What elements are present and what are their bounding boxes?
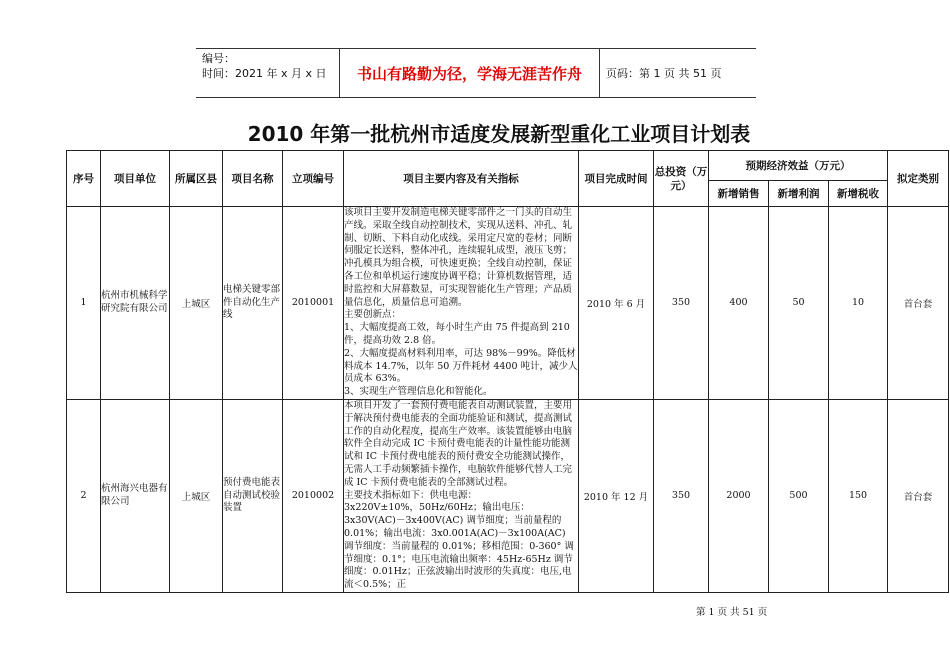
- row-tax: 150: [829, 399, 888, 592]
- header-finish: 项目完成时间: [579, 151, 654, 207]
- header-meta: [202, 51, 342, 81]
- row-category: 首台套: [888, 399, 949, 592]
- row-name: 预付费电能表自动测试校验装置: [223, 399, 283, 592]
- row-finish: 2010 年 12 月: [579, 399, 654, 592]
- header-code: 立项编号: [283, 151, 344, 207]
- row-district: 上城区: [170, 399, 223, 592]
- header-benefit: 预期经济效益（万元）: [709, 151, 888, 181]
- header-unit: 项目单位: [101, 151, 170, 207]
- header-seq: 序号: [67, 151, 101, 207]
- header-name: 项目名称: [223, 151, 283, 207]
- header-motto: 书山有路勤为径，学海无涯苦作舟: [339, 49, 600, 97]
- row-invest: 350: [654, 207, 709, 400]
- header-tax: 新增税收: [829, 181, 888, 207]
- row-district: 上城区: [170, 207, 223, 400]
- row-category: 首台套: [888, 207, 949, 400]
- row-content: [344, 399, 579, 592]
- header-profit: 新增利润: [769, 181, 829, 207]
- row-content-text: 该项目主要开发制造电梯关键零部件之一门头的自动生产线。采取全线自动控制技术，实现从送料、冲孔、轧制、切断、下料自动化成线。采用定尺宽的卷材；同断伺服定长送料，整体冲孔，连续辊轧成型，液压飞剪；冲孔模具为组合模，可快速更换；全线自动控制，保证各工位和单机运行速度协调平稳；计算机数据管理，适时监控和大屏幕数显，可实现智能化生产管理；产品质量信息化，质量信息可追溯。 主要创新点： 1、大幅度提高工效，每小时生产由 75 件提高到 210 件，提高功效 2.8 倍。 2、大幅度提高材料利用率，可达 98%－99%。降低材料成本 14.7%，以年 50 万件耗材 4400 吨计，减少人员成本 63%。 3、实现生产管理信息化和智能化。: [344, 207, 578, 398]
- header-sales: 新增销售: [709, 181, 769, 207]
- row-code: 2010002: [283, 399, 344, 592]
- table-row: [67, 207, 949, 400]
- row-sales: 2000: [709, 399, 769, 592]
- row-tax: 10: [829, 207, 888, 400]
- row-content-text: 本项目开发了一套预付费电能表自动测试装置，主要用于解决预付费电能表的全面功能验证和测试，提高测试工作的自动化程度，提高生产效率。该装置能够由电脑软件全自动完成 IC 卡预付费电能表的计量性能功能测试和 IC 卡预付费电能表的预付费安全功能测试操作，无需人工手动频繁插卡操作，电脑软件能够代替人工完成 IC 卡预付费电能表的全部测试过程。 主要技术指标如下：供电电源： 3x220V±10%，50Hz/60Hz；输出电压：3x30V(AC)－3x400V(AC) 调节细度；当前量程的 0.01%；输出电流：3x0.001A(AC)－3x100A(AC) 调节细度：当前量程的 0.01%；移相范围：0-360° 调节细度：0.1°；电压电流输出频率：45Hz-65Hz 调节细度：0.01Hz；正弦波输出时波形的失真度：电压,电流＜0.5%；正: [344, 399, 574, 591]
- code-label: 编号：: [202, 52, 235, 65]
- table-row: [67, 399, 949, 592]
- document-title: 2010 年第一批杭州市适度发展新型重化工业项目计划表: [247, 122, 751, 146]
- page-footer: 第 1 页 共 51 页: [696, 607, 768, 618]
- row-sales: 400: [709, 207, 769, 400]
- row-unit: 杭州海兴电器有限公司: [101, 399, 170, 592]
- date-label: 时间：2021 年 x 月 x 日: [202, 67, 327, 80]
- header-invest: 总投资（万元）: [654, 151, 709, 207]
- row-code: 2010001: [283, 207, 344, 400]
- row-seq: 2: [67, 399, 101, 592]
- project-table: [66, 150, 949, 593]
- row-invest: 350: [654, 399, 709, 592]
- page-header: [196, 48, 756, 98]
- row-seq: 1: [67, 207, 101, 400]
- header-content: 项目主要内容及有关指标: [344, 151, 579, 207]
- header-district: 所属区县: [170, 151, 223, 207]
- row-finish: 2010 年 6 月: [579, 207, 654, 400]
- row-name: 电梯关键零部件自动化生产线: [223, 207, 283, 400]
- row-profit: 500: [769, 399, 829, 592]
- header-page-label: 页码：第 1 页 共 51 页: [606, 67, 722, 80]
- row-content: [344, 207, 579, 400]
- row-unit: 杭州市机械科学研究院有限公司: [101, 207, 170, 400]
- header-category: 拟定类别: [888, 151, 949, 207]
- row-profit: 50: [769, 207, 829, 400]
